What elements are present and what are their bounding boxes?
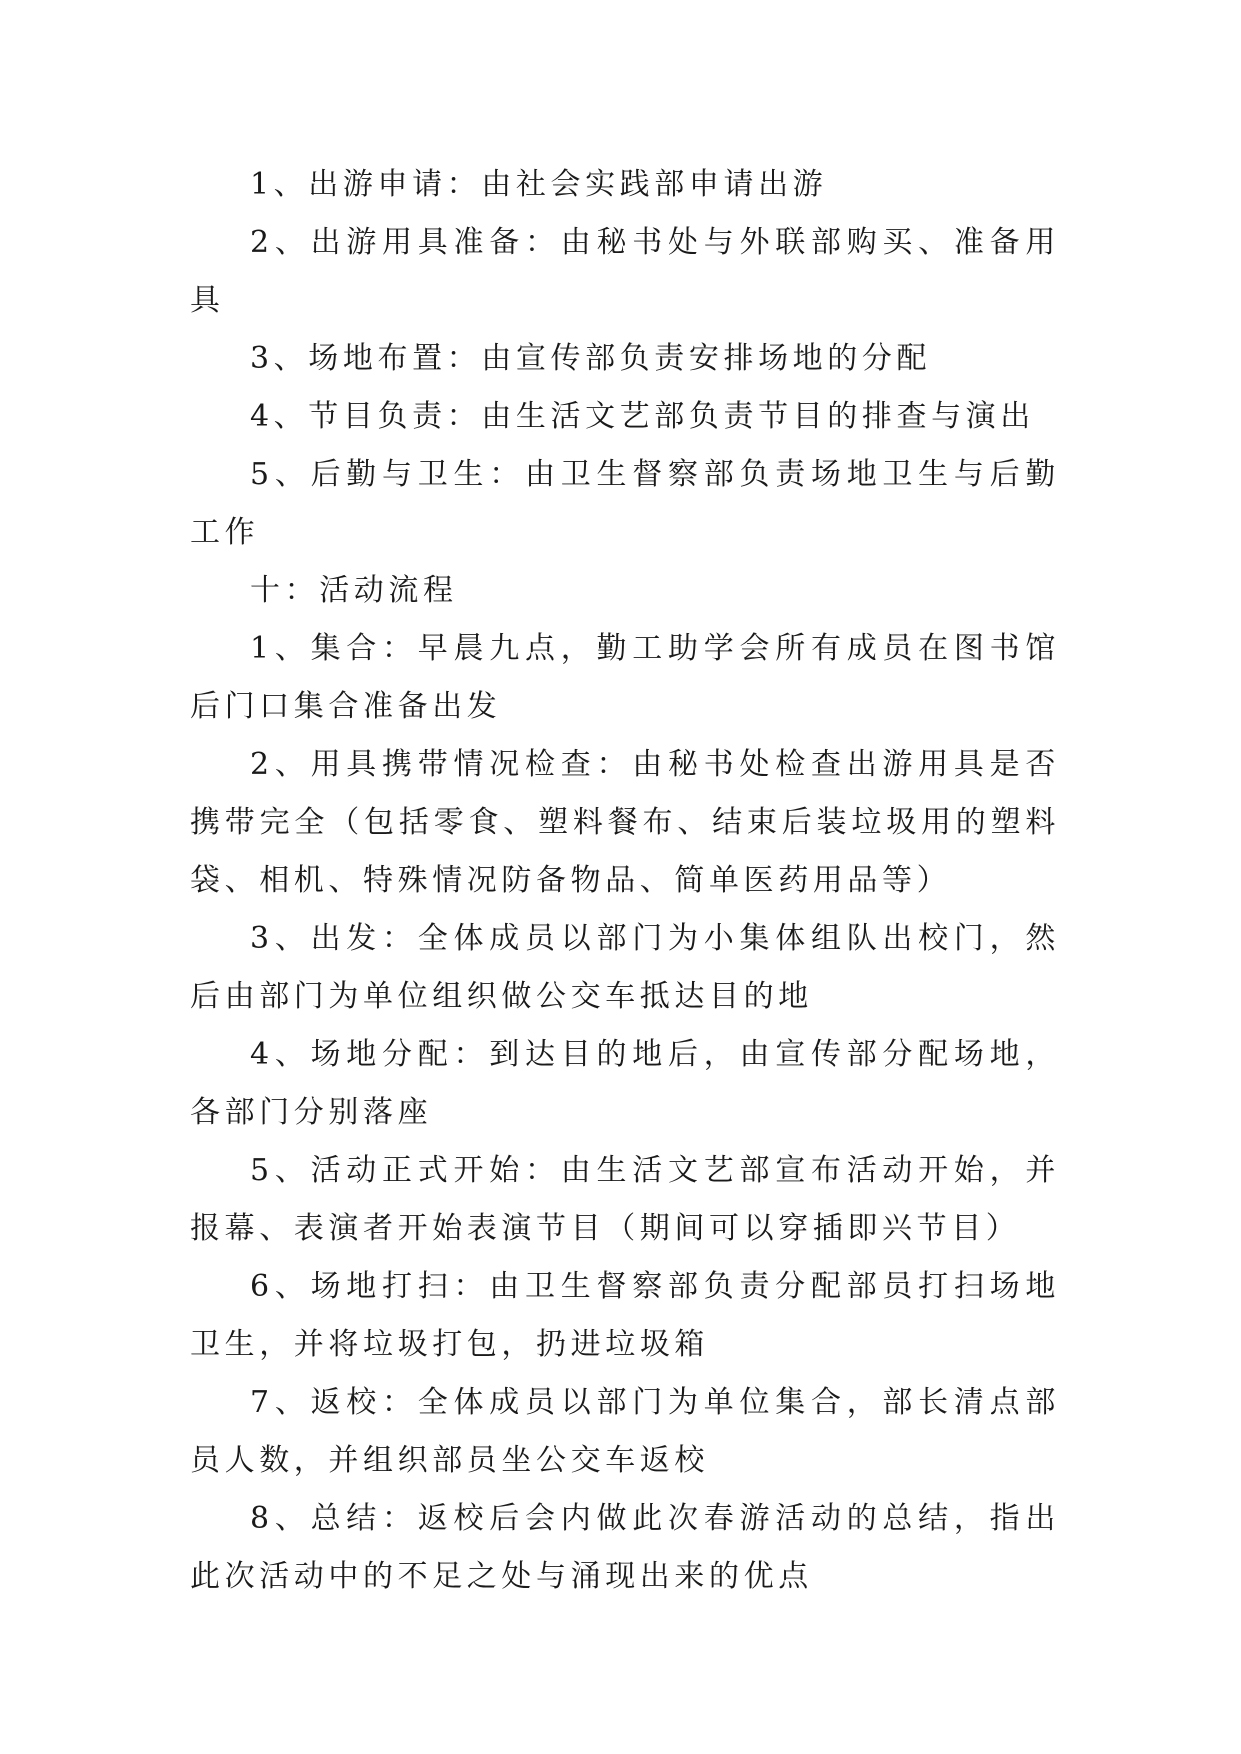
list-item-logistics-hygiene: 5、后勤与卫生：由卫生督察部负责场地卫生与后勤工作 (190, 457, 1060, 550)
list-item-supplies-check: 2、用具携带情况检查：由秘书处检查出游用具是否携带完全（包括零食、塑料餐布、结束后装垃圾用的塑料袋、相机、特殊情况防备物品、简单医药用品等） (190, 747, 1060, 898)
list-item-activity-start: 5、活动正式开始：由生活文艺部宣布活动开始，并报幕、表演者开始表演节目（期间可以穿插即兴节目） (190, 1153, 1060, 1246)
list-item-departure: 3、出发：全体成员以部门为小集体组队出校门，然后由部门为单位组织做公交车抵达目的地 (190, 921, 1060, 1014)
list-item-outing-application: 1、出游申请：由社会实践部申请出游 (250, 167, 828, 202)
section-heading-activity-process: 十：活动流程 (250, 573, 458, 608)
list-item-summary: 8、总结：返校后会内做此次春游活动的总结，指出此次活动中的不足之处与涌现出来的优点 (190, 1501, 1060, 1594)
list-item-venue-allocation: 4、场地分配：到达目的地后，由宣传部分配场地，各部门分别落座 (190, 1037, 1060, 1130)
document-body (190, 156, 1060, 1606)
list-item-assembly: 1、集合：早晨九点，勤工助学会所有成员在图书馆后门口集合准备出发 (190, 631, 1060, 724)
list-item-venue-cleanup: 6、场地打扫：由卫生督察部负责分配部员打扫场地卫生，并将垃圾打包，扔进垃圾箱 (190, 1269, 1060, 1362)
list-item-return: 7、返校：全体成员以部门为单位集合，部长清点部员人数，并组织部员坐公交车返校 (190, 1385, 1060, 1478)
list-item-outing-supplies: 2、出游用具准备：由秘书处与外联部购买、准备用具 (190, 225, 1060, 318)
list-item-program-responsibility: 4、节目负责：由生活文艺部负责节目的排查与演出 (250, 399, 1035, 434)
list-item-venue-setup: 3、场地布置：由宣传部负责安排场地的分配 (250, 341, 932, 376)
